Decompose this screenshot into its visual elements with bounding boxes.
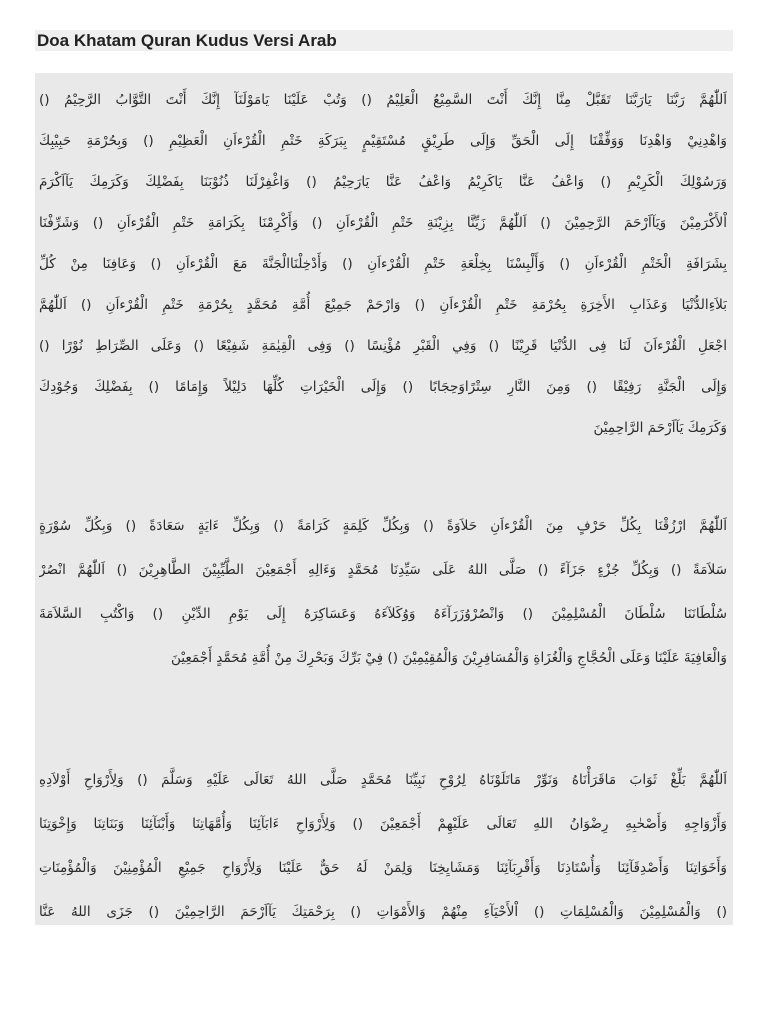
text-line: اْلأَكْرَمِيْنَ وَيَآاَرْحَمَ الرَّحِمِيْنَ () اَللّٰهُمَّ زَيِّنَّا بِزِيْنَةِ خَتْمِ الْقُرْءاَنِ () وَأَكْرِمْنَا بِكَرَامَةِ خَتْمِ الْقُرْءاَنِ () وَشَرِّفْنَا — [39, 215, 727, 231]
text-line: بِشَرَافَةِ الْخَتْمِ الْقُرْءاَنِ () وَأَلْبِسْنَا بِخِلْعَةِ خَتْمِ الْقُرْءاَنِ () وَأَدْخِلْنَاالْجَنَّةَ مَعَ الْقُرْءاَنِ () وَعَافِنَا مِنْ كُلِّ — [39, 256, 727, 272]
text-line: وَالْعَافِيَةَ عَلَيْنَا وَعَلَى الْحُجَّاجِ وَالْغُزَاةِ وَالْمُسَافِرِيْنَ وَالْمُقِيْمِيْنَ () فِيْ بَرِّكَ وَبَحْرِكَ مِنْ أُمَّةِ مُحَمَّدٍ أَجْمَعِيْنَ — [170, 650, 727, 666]
text-line: () وَالْمُسْلِمِيْنَ وَالْمُسْلِمَاتِ () اْلأَحْيَآءِ مِنْهُمْ وَالأَمْوَاتِ () بِرَحْمَتِكَ يَآاَرْحَمَ الرَّاحِمِيْنَ () جَزَى اللهُ عَنَّا — [39, 904, 727, 920]
text-line: اجْعَلِ الْقُرْءاَنَ لَنَا فِى الدُّنْيَا قَرِيْنًا () وَفِي الْقَبْرِ مُؤْنِسًا () وَفِى الْقِيٰمَةِ شَفِيْعًا () وَعَلَى الصِّرَاطِ نُوْرًا () — [39, 338, 727, 354]
text-line: سَلاَمَةً () وَبِكُلِّ جُزْءٍ جَزَآءً () صَلَّى اللهُ عَلَى سَيِّدِنَا مُحَمَّدٍ وَءَالِهِ أَجْمَعِيْنَ الطَّيِّبِيْنَ الطَّاهِرِيْنَ () اَللّٰهُمَّ انْصُرْ — [39, 562, 727, 578]
text-line: وَأَخَوَاتِنَا وَأَصْدِقَآئِنَا وَأُسْتَاذِنَا وَأَقْرِبَآئِنَا وَمَشَايِخِنَا وَلِمَنْ لَهُ حَقٌّ عَلَيْنَا وَلِأَرْوَاحِ جَمِيْعِ الْمُؤْمِنِيْنَ وَالْمُؤْمِنَاتِ — [39, 860, 727, 876]
text-line: اَللّٰهُمَّ بَلِّغْ ثَوَابَ مَاقَرَأْنَاهُ وَنَوِّرْ مَاتَلَوْنَاهُ لِرُوْحِ نَبِيِّنَا مُحَمَّدٍ صَلَّى اللهُ تَعَالَى عَلَيْهِ وَسَلَّمَ () وَلِأَرْوَاحِ أَوْلاَدِهِ — [39, 772, 727, 788]
title-bar — [35, 30, 733, 51]
document-body — [35, 73, 733, 925]
text-line: وَأَزْوَاجِهِ وَأَصْحٰبِهِ رِضْوَانُ اللهِ تَعَالَى عَلَيْهِمْ أَجْمَعِيْنَ () وَلِأَرْوَاحِ ءَابَآئِنَا وَأُمَّهَاتِنَا وَأَبْنَآئِنَا وَبَنَاتِنَا وَإِخْوَتِنَا — [39, 816, 727, 832]
text-line: سُلْطَانَنَا سُلْطَانَ الْمُسْلِمِيْنَ () وَانْصُرْوُزَرَآءَهُ وَوُكَلآءَهُ وَعَسَاكِرَهُ إِلَى يَوْمِ الدِّيْنِ () وَاكْتُبِ السَّلاَمَةَ — [39, 606, 727, 622]
text-line: وَرَسُوْلِكَ الْكَرِيْمِ () وَاعْفُ عَنَّا يَاكَرِيْمُ وَاعْفُ عَنَّا يَارَحِيْمُ () وَاغْفِرْلَنَا ذُنُوْبَنَا بِفَضْلِكَ وَكَرَمِكَ يَآاَكْرَمَ — [39, 174, 727, 190]
text-line: وَإِلَى الْجَنَّةِ رَفِيْقًا () وَمِنَ النَّارِ سِتْرًاوَحِجَابًا () وَإِلَى الْخَيْرَاتِ كُلِّهَا دَلِيْلاً وَإِمَامًا () بِفَضْلِكَ وَجُوْدِكَ — [39, 379, 727, 395]
text-line: وَاهْدِنِيْ وَاهْدِنَا وَوَفِّقْنَا إِلَى الْحَقِّ وَإِلَى طَرِيْقٍ مُسْتَقِيْمٍ بِبَرَكَةِ خَتْمِ الْقُرْءاَنِ الْعَظِيْمِ () وَبِحُرْمَةِ حَبِيْبِكَ — [39, 133, 727, 149]
text-line: اَللّٰهُمَّ ارْزُقْنَا بِكُلِّ حَرْفٍ مِنَ الْقُرْءاَنِ حَلاَوَةً () وَبِكُلِّ كَلِمَةٍ كَرَامَةً () وَبِكُلِّ ءَايَةٍ سَعَادَةً () وَبِكُلِّ سُوْرَةٍ — [39, 518, 727, 534]
text-line: بَلاَءِالدُّنْيَا وَعَذَابِ الأَخِرَةِ بِحُرْمَةِ خَتْمِ الْقُرْءاَنِ () وَارْحَمْ جَمِيْعَ أُمَّةِ مُحَمَّدٍ بِحُرْمَةِ خَتْمِ الْقُرْءاَنِ () اَللّٰهُمَّ — [39, 297, 727, 313]
text-line: اَللّٰهُمَّ رَبَّنَا يَارَبَّنَا تَقَبَّلْ مِنَّا إِنَّكَ أَنْتَ السَّمِيْعُ الْعَلِيْمُ () وَتُبْ عَلَيْنَا يَامَوْلَنَآ إِنَّكَ أَنْتَ التَّوَّابُ الرَّحِيْمُ () — [39, 92, 727, 108]
text-line: وَكَرَمِكَ يَآاَرْحَمَ الرَّاحِمِيْنَ — [593, 420, 727, 436]
document-title: Doa Khatam Quran Kudus Versi Arab — [37, 31, 337, 50]
